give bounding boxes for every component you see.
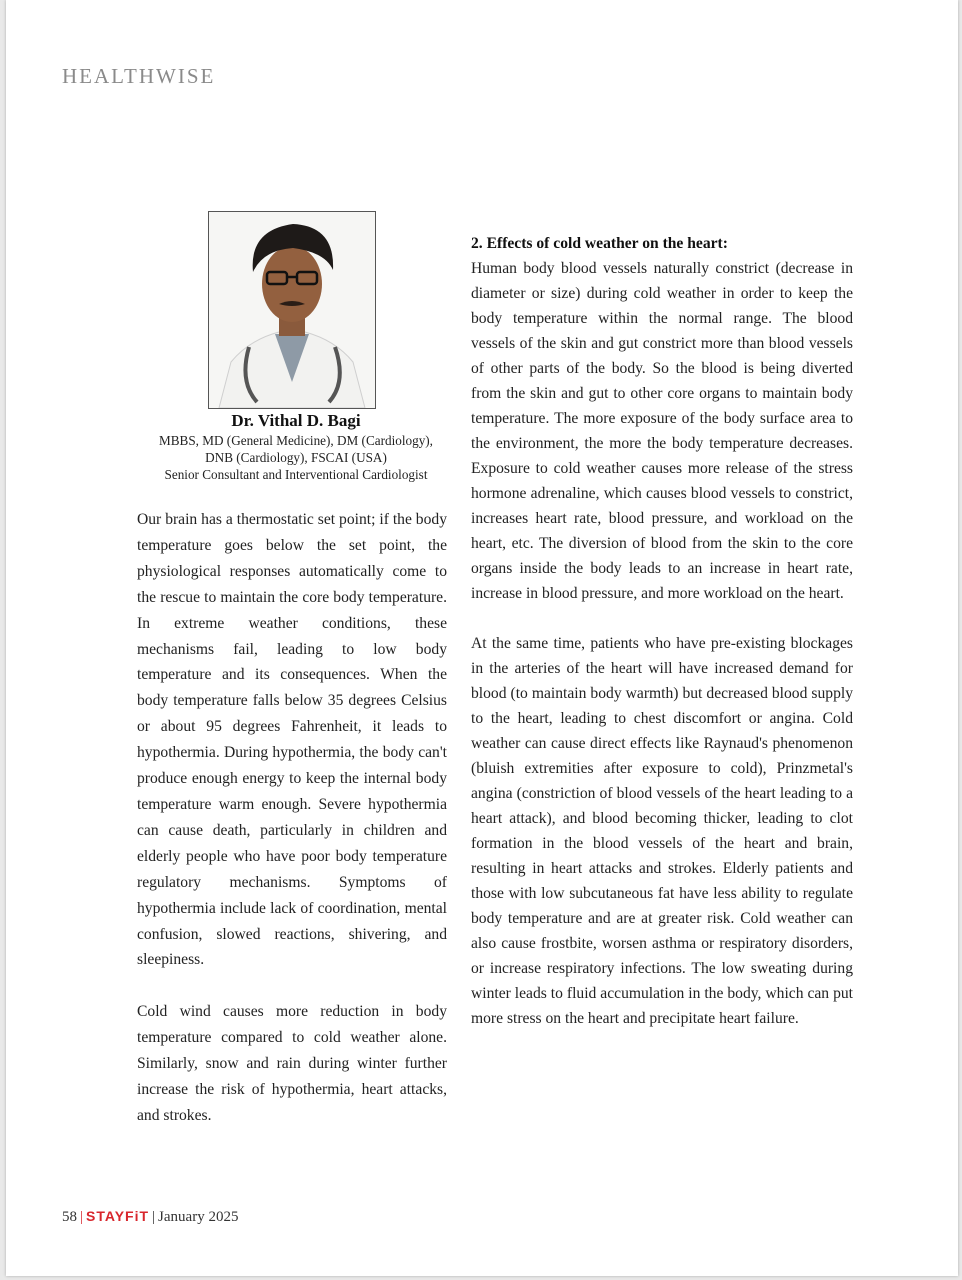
author-photo — [208, 211, 376, 409]
author-title: Senior Consultant and Interventional Cardiologist — [164, 467, 428, 482]
right-paragraph-2: At the same time, patients who have pre-existing blockages in the arteries of the heart will have increased demand for blood (to maintain body warmth) but decreased blood supply to the heart, leading to chest discomfort or angina. Cold weather can cause direct effects like Raynaud's phenomenon (bluish extremities after exposure to cold), Prinzmetal's angina (constriction of blood vessels of the heart leading to a heart attack), and blood becoming thicker, leading to clot formation in the blood vessels of the heart and brain, resulting in heart attacks and strokes. Elderly patients and those with low subcutaneous fat have less ability to regulate body temperature and are at greater risk. Cold weather can also cause frostbite, worsen asthma or respiratory disorders, or increase respiratory infections. The low sweating during winter leads to fluid accumulation in the body, which can put more stress on the heart and precipitate heart failure. — [471, 635, 853, 1027]
issue-date: January 2025 — [158, 1209, 239, 1225]
footer-separator-2: | — [152, 1209, 156, 1225]
left-paragraph-1: Our brain has a thermostatic set point; if the body temperature goes below the set point, the physiological responses automatically come to the rescue to maintain the core body temperature. In extreme weather conditions, these mechanisms fail, leading to low body temperature and its consequences. When the body temperature falls below 35 degrees Celsius or about 95 degrees Fahrenheit, it leads to hypothermia. During hypothermia, the body can't produce enough energy to keep the internal body temperature warm enough. Severe hypothermia can cause death, particularly in children and elderly people who have poor body temperature regulatory mechanisms. Symptoms of hypothermia include lack of coordination, mental confusion, slowed reactions, shivering, and sleepiness. — [137, 511, 447, 969]
magazine-logo: STAYFiT — [86, 1208, 150, 1224]
page-number: 58 — [62, 1209, 77, 1225]
author-byline — [124, 410, 468, 483]
left-paragraph-2: Cold wind causes more reduction in body temperature compared to cold weather alone. Similarly, snow and rain during winter further increase the risk of hypothermia, heart attacks, and strokes. — [137, 1003, 447, 1124]
right-column — [471, 231, 853, 1031]
author-name: Dr. Vithal D. Bagi — [231, 411, 361, 430]
author-credentials-2: DNB (Cardiology), FSCAI (USA) — [205, 450, 387, 465]
author-portrait-image — [209, 212, 375, 408]
section-header: HEALTHWISE — [62, 64, 216, 88]
right-paragraph-1: Human body blood vessels naturally constrict (decrease in diameter or size) during cold weather in order to keep the body temperature within the normal range. The blood vessels of the skin and gut constrict more than blood vessels of other parts of the body. So the blood is being diverted from the skin and gut to other core organs to maintain body temperature. The more exposure of the body surface area to the environment, the more the body temperature decreases. Exposure to cold weather causes more release of the stress hormone adrenaline, which causes blood vessels to constrict, increases heart rate, blood pressure, and workload on the heart, etc. The diversion of blood from the skin to the core organs inside the body leads to an increase in heart rate, increase in blood pressure, and more workload on the heart. — [471, 260, 853, 602]
magazine-page — [6, 0, 958, 1276]
author-credentials-1: MBBS, MD (General Medicine), DM (Cardiology), — [159, 433, 433, 448]
section-subheading: 2. Effects of cold weather on the heart: — [471, 235, 728, 252]
footer-separator: | — [80, 1209, 84, 1225]
page-footer — [62, 1208, 238, 1226]
left-column — [137, 507, 447, 1129]
